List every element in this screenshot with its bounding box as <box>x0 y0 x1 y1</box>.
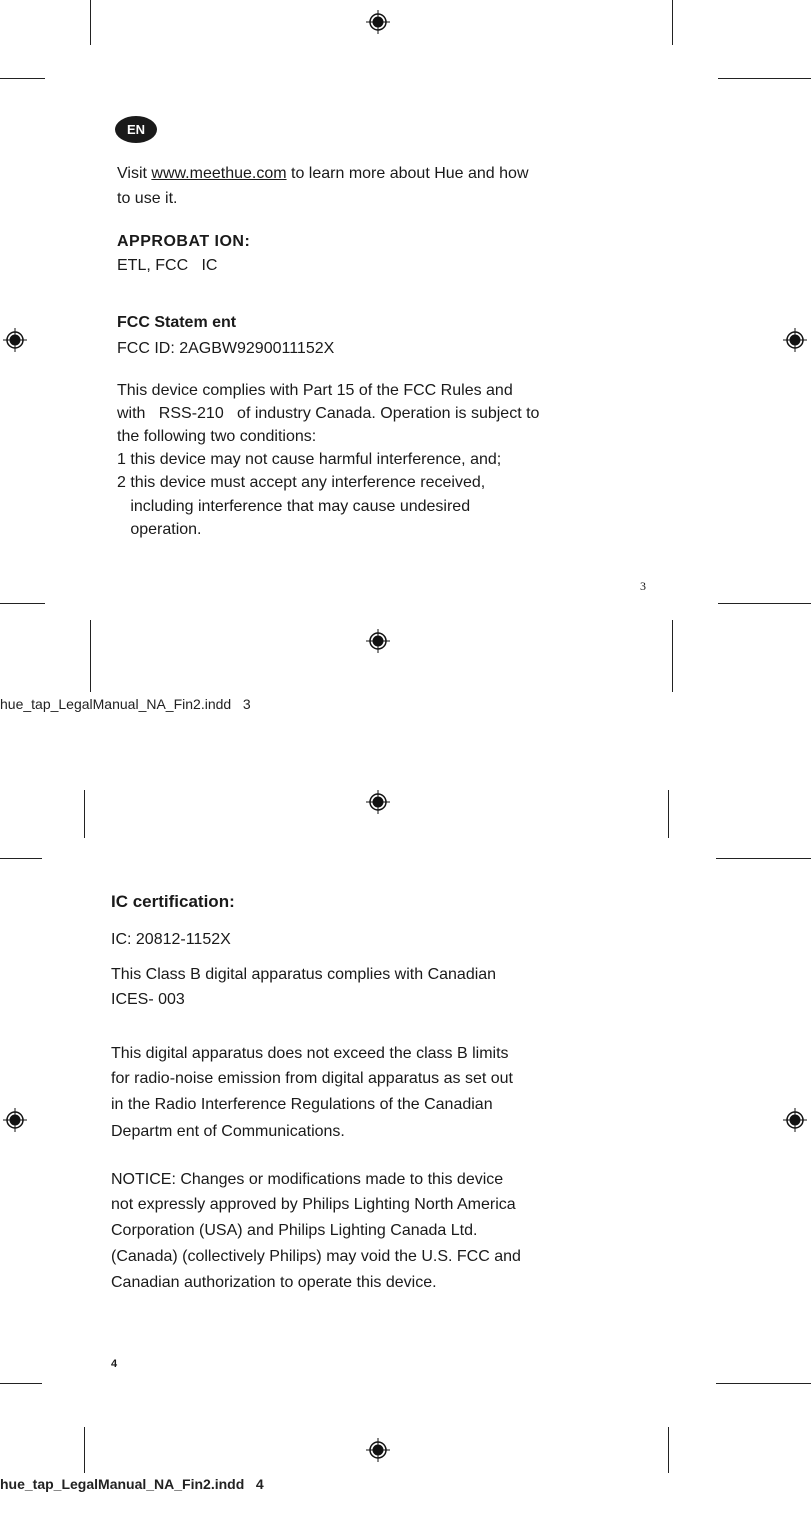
intro-suffix: to learn more about Hue and how <box>286 165 529 182</box>
file-slug: hue_tap_LegalManual_NA_Fin2.indd 3 <box>0 696 251 712</box>
registration-mark-icon <box>365 789 391 815</box>
class-b-line: ICES- 003 <box>111 991 185 1008</box>
crop-mark <box>716 858 811 859</box>
statement-line: operation. <box>117 521 202 538</box>
registration-mark-icon <box>2 1107 28 1133</box>
crop-mark <box>716 1383 811 1384</box>
page-number: 3 <box>640 579 646 593</box>
crop-mark <box>90 0 91 45</box>
crop-mark <box>90 620 91 692</box>
fcc-id: FCC ID: 2AGBW9290011152X <box>117 340 335 357</box>
crop-mark <box>0 78 45 79</box>
website-link[interactable]: www.meethue.com <box>151 165 287 182</box>
statement-line: 2 this device must accept any interference received, <box>117 474 486 491</box>
ic-heading: IC certification: <box>111 892 235 911</box>
notice-line: NOTICE: Changes or modifications made to this device <box>111 1171 504 1188</box>
ic-number: IC: 20812-1152X <box>111 931 231 948</box>
registration-mark-icon <box>365 9 391 35</box>
crop-mark <box>0 603 45 604</box>
digital-line: for radio-noise emission from digital apparatus as set out <box>111 1070 513 1087</box>
statement-line: including interference that may cause undesired <box>117 498 471 515</box>
crop-mark <box>672 0 673 45</box>
crop-mark <box>84 1427 85 1473</box>
digital-line: This digital apparatus does not exceed the class B limits <box>111 1045 509 1062</box>
intro-line <box>117 164 529 184</box>
crop-mark <box>718 603 811 604</box>
registration-mark-icon <box>365 628 391 654</box>
crop-mark <box>0 858 42 859</box>
registration-mark-icon <box>365 1437 391 1463</box>
statement-line: with RSS-210 of industry Canada. Operation is subject to <box>117 405 540 422</box>
page-number: 4 <box>111 1358 118 1370</box>
crop-mark <box>672 620 673 692</box>
notice-line: Corporation (USA) and Philips Lighting Canada Ltd. <box>111 1222 478 1239</box>
fcc-heading: FCC Statem ent <box>117 314 237 331</box>
approbation-heading: APPROBAT ION: <box>117 233 251 250</box>
crop-mark <box>84 790 85 838</box>
crop-mark <box>0 1383 42 1384</box>
registration-mark-icon <box>782 327 808 353</box>
crop-mark <box>668 790 669 838</box>
crop-mark <box>718 78 811 79</box>
intro-prefix: Visit <box>117 165 152 182</box>
statement-line: This device complies with Part 15 of the FCC Rules and <box>117 382 513 399</box>
notice-line: Canadian authorization to operate this device. <box>111 1274 437 1291</box>
statement-line: the following two conditions: <box>117 428 317 445</box>
registration-mark-icon <box>782 1107 808 1133</box>
approbation-value: ETL, FCC IC <box>117 257 218 274</box>
intro-line-2: to use it. <box>117 190 178 207</box>
statement-line: 1 this device may not cause harmful interference, and; <box>117 451 502 468</box>
notice-line: (Canada) (collectively Philips) may void the U.S. FCC and <box>111 1248 521 1265</box>
class-b-line: This Class B digital apparatus complies with Canadian <box>111 966 497 983</box>
crop-mark <box>668 1427 669 1473</box>
digital-line: in the Radio Interference Regulations of the Canadian <box>111 1096 493 1113</box>
language-badge: EN <box>115 116 157 143</box>
digital-line: Departm ent of Communications. <box>111 1123 345 1140</box>
notice-line: not expressly approved by Philips Lighting North America <box>111 1196 516 1213</box>
file-slug: hue_tap_LegalManual_NA_Fin2.indd 4 <box>0 1476 264 1492</box>
registration-mark-icon <box>2 327 28 353</box>
